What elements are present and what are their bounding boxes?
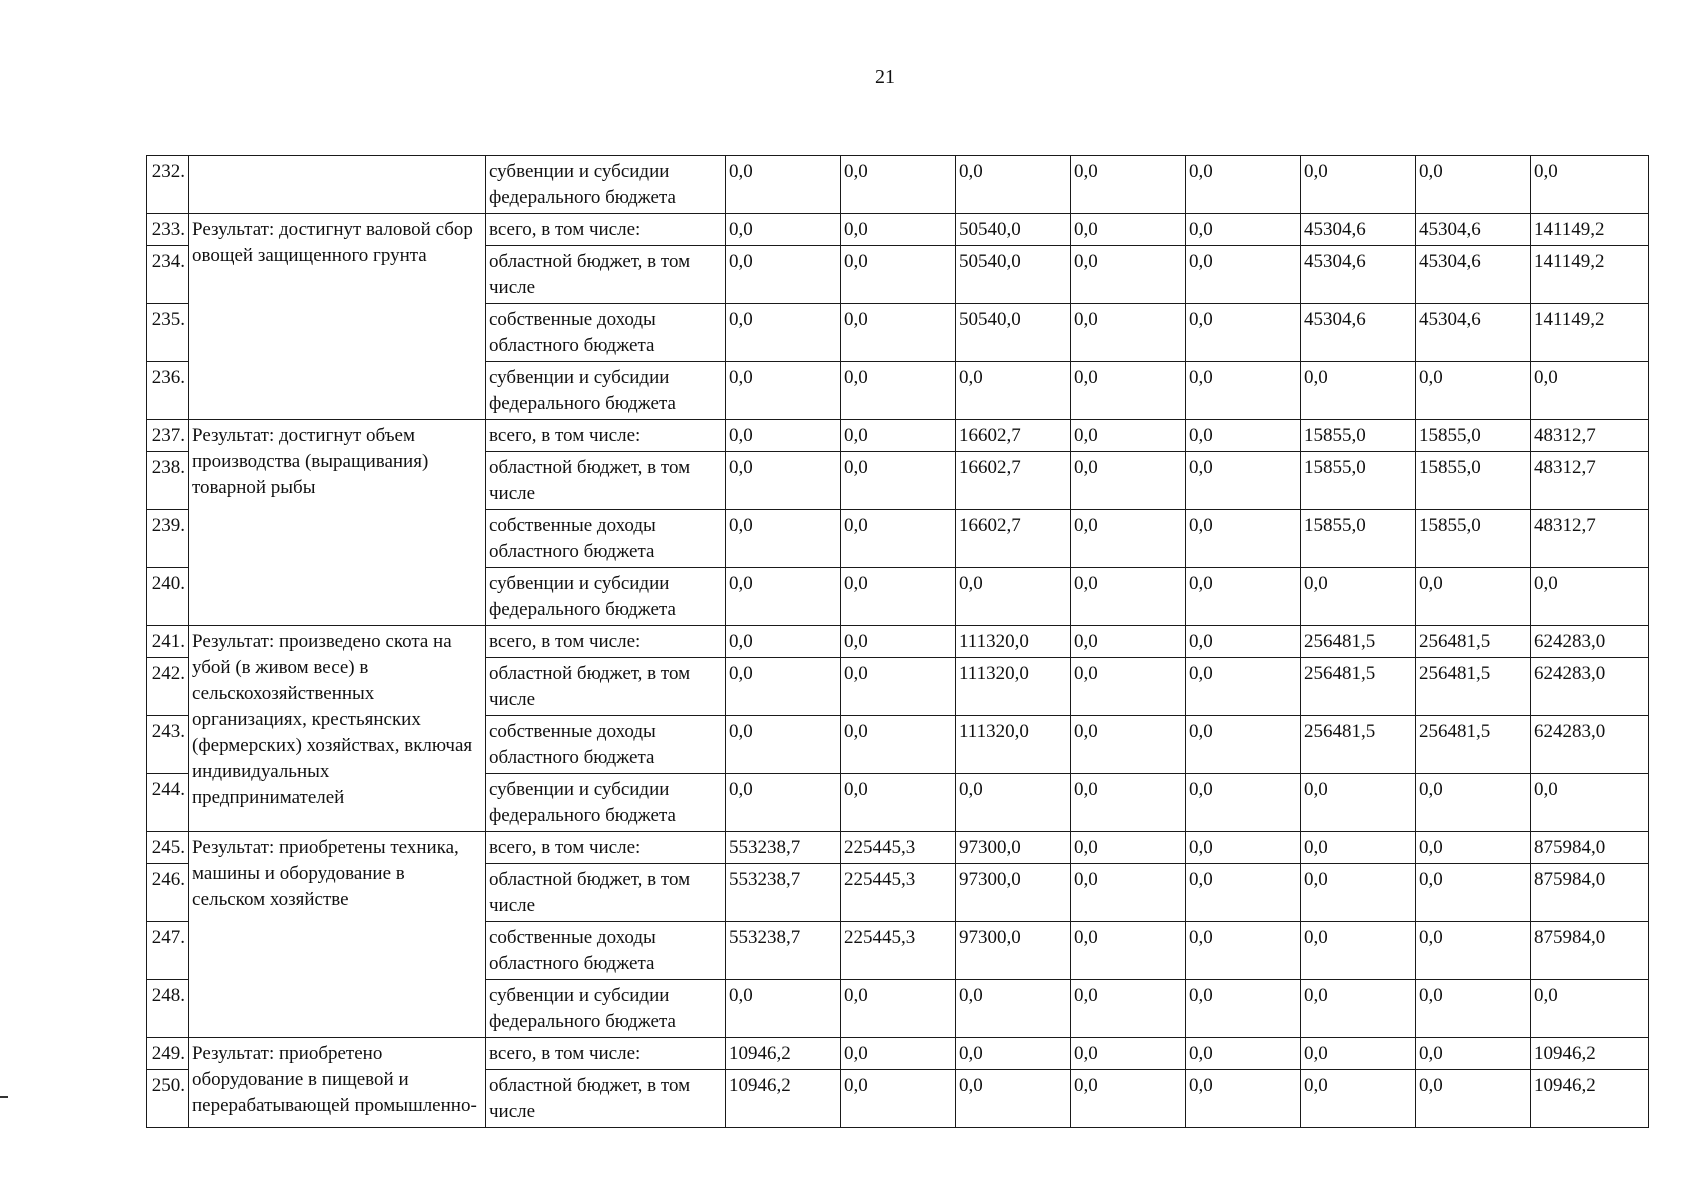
amount-cell: 0,0 xyxy=(1416,832,1531,864)
amount-cell: 97300,0 xyxy=(956,864,1071,922)
amount-cell: 225445,3 xyxy=(841,832,956,864)
amount-cell: 0,0 xyxy=(1531,980,1649,1038)
amount-cell: 0,0 xyxy=(841,980,956,1038)
amount-cell: 0,0 xyxy=(1186,246,1301,304)
amount-cell: 111320,0 xyxy=(956,626,1071,658)
row-number: 233. xyxy=(147,214,189,246)
amount-cell: 0,0 xyxy=(726,246,841,304)
margin-mark xyxy=(0,1096,8,1098)
amount-cell: 0,0 xyxy=(841,246,956,304)
amount-cell: 0,0 xyxy=(726,568,841,626)
amount-cell: 624283,0 xyxy=(1531,626,1649,658)
amount-cell: 0,0 xyxy=(1186,658,1301,716)
page-number: 21 xyxy=(875,66,895,88)
funding-source: областной бюджет, в том числе xyxy=(486,452,726,510)
amount-cell: 10946,2 xyxy=(1531,1038,1649,1070)
amount-cell: 0,0 xyxy=(1071,420,1186,452)
row-number: 232. xyxy=(147,156,189,214)
amount-cell: 141149,2 xyxy=(1531,246,1649,304)
amount-cell: 0,0 xyxy=(726,774,841,832)
amount-cell: 97300,0 xyxy=(956,832,1071,864)
amount-cell: 0,0 xyxy=(1186,716,1301,774)
table-row xyxy=(147,156,1649,214)
amount-cell: 111320,0 xyxy=(956,658,1071,716)
amount-cell: 0,0 xyxy=(1186,774,1301,832)
row-number: 235. xyxy=(147,304,189,362)
funding-source: собственные доходы областного бюджета xyxy=(486,716,726,774)
amount-cell: 0,0 xyxy=(1416,1070,1531,1128)
amount-cell: 0,0 xyxy=(1186,568,1301,626)
amount-cell: 256481,5 xyxy=(1416,658,1531,716)
funding-source: областной бюджет, в том числе xyxy=(486,864,726,922)
amount-cell: 0,0 xyxy=(1186,832,1301,864)
amount-cell: 15855,0 xyxy=(1416,420,1531,452)
amount-cell: 0,0 xyxy=(1071,156,1186,214)
amount-cell: 0,0 xyxy=(956,1038,1071,1070)
amount-cell: 256481,5 xyxy=(1301,626,1416,658)
amount-cell: 0,0 xyxy=(726,626,841,658)
amount-cell: 0,0 xyxy=(1301,864,1416,922)
result-description: Результат: достигнут валовой сбор овощей защищенного грунта xyxy=(189,214,486,420)
amount-cell: 0,0 xyxy=(841,1038,956,1070)
amount-cell: 15855,0 xyxy=(1301,452,1416,510)
amount-cell: 0,0 xyxy=(1301,1070,1416,1128)
amount-cell: 0,0 xyxy=(1071,922,1186,980)
amount-cell: 0,0 xyxy=(1416,774,1531,832)
amount-cell: 0,0 xyxy=(1301,774,1416,832)
amount-cell: 256481,5 xyxy=(1301,716,1416,774)
amount-cell: 0,0 xyxy=(956,980,1071,1038)
funding-source: собственные доходы областного бюджета xyxy=(486,510,726,568)
amount-cell: 0,0 xyxy=(841,214,956,246)
amount-cell: 0,0 xyxy=(1186,626,1301,658)
funding-source: собственные доходы областного бюджета xyxy=(486,304,726,362)
amount-cell: 0,0 xyxy=(1186,510,1301,568)
table-row xyxy=(147,214,1649,246)
amount-cell: 16602,7 xyxy=(956,420,1071,452)
funding-source: областной бюджет, в том числе xyxy=(486,658,726,716)
amount-cell: 0,0 xyxy=(841,626,956,658)
funding-source: всего, в том числе: xyxy=(486,420,726,452)
funding-source: всего, в том числе: xyxy=(486,214,726,246)
amount-cell: 0,0 xyxy=(1186,1038,1301,1070)
amount-cell: 0,0 xyxy=(1301,1038,1416,1070)
amount-cell: 0,0 xyxy=(956,362,1071,420)
amount-cell: 0,0 xyxy=(726,420,841,452)
amount-cell: 0,0 xyxy=(1071,214,1186,246)
amount-cell: 0,0 xyxy=(1071,362,1186,420)
amount-cell: 256481,5 xyxy=(1416,716,1531,774)
amount-cell: 0,0 xyxy=(956,774,1071,832)
amount-cell: 225445,3 xyxy=(841,922,956,980)
amount-cell: 0,0 xyxy=(956,1070,1071,1128)
amount-cell: 0,0 xyxy=(841,420,956,452)
budget-table xyxy=(146,155,1649,1128)
amount-cell: 0,0 xyxy=(956,156,1071,214)
amount-cell: 0,0 xyxy=(841,304,956,362)
amount-cell: 45304,6 xyxy=(1416,214,1531,246)
amount-cell: 16602,7 xyxy=(956,452,1071,510)
amount-cell: 0,0 xyxy=(841,452,956,510)
table-row xyxy=(147,626,1649,658)
amount-cell: 0,0 xyxy=(726,304,841,362)
amount-cell: 0,0 xyxy=(726,156,841,214)
amount-cell: 0,0 xyxy=(1531,774,1649,832)
amount-cell: 0,0 xyxy=(1071,304,1186,362)
amount-cell: 0,0 xyxy=(841,1070,956,1128)
amount-cell: 0,0 xyxy=(841,658,956,716)
amount-cell: 0,0 xyxy=(1071,658,1186,716)
amount-cell: 875984,0 xyxy=(1531,922,1649,980)
amount-cell: 0,0 xyxy=(1186,362,1301,420)
amount-cell: 0,0 xyxy=(1071,1070,1186,1128)
row-number: 238. xyxy=(147,452,189,510)
row-number: 236. xyxy=(147,362,189,420)
amount-cell: 10946,2 xyxy=(726,1070,841,1128)
amount-cell: 553238,7 xyxy=(726,922,841,980)
funding-source: собственные доходы областного бюджета xyxy=(486,922,726,980)
funding-source: субвенции и субсидии федерального бюджета xyxy=(486,362,726,420)
amount-cell: 0,0 xyxy=(841,362,956,420)
amount-cell: 0,0 xyxy=(1416,980,1531,1038)
amount-cell: 0,0 xyxy=(1301,980,1416,1038)
amount-cell: 0,0 xyxy=(1186,452,1301,510)
row-number: 250. xyxy=(147,1070,189,1128)
amount-cell: 0,0 xyxy=(1416,568,1531,626)
amount-cell: 0,0 xyxy=(1071,626,1186,658)
amount-cell: 0,0 xyxy=(726,510,841,568)
row-number: 234. xyxy=(147,246,189,304)
amount-cell: 553238,7 xyxy=(726,832,841,864)
amount-cell: 48312,7 xyxy=(1531,510,1649,568)
amount-cell: 225445,3 xyxy=(841,864,956,922)
funding-source: субвенции и субсидии федерального бюджета xyxy=(486,980,726,1038)
amount-cell: 0,0 xyxy=(1186,420,1301,452)
row-number: 244. xyxy=(147,774,189,832)
amount-cell: 0,0 xyxy=(1301,362,1416,420)
amount-cell: 0,0 xyxy=(841,716,956,774)
amount-cell: 141149,2 xyxy=(1531,214,1649,246)
amount-cell: 16602,7 xyxy=(956,510,1071,568)
amount-cell: 0,0 xyxy=(1071,510,1186,568)
row-number: 247. xyxy=(147,922,189,980)
amount-cell: 0,0 xyxy=(1186,304,1301,362)
amount-cell: 0,0 xyxy=(1531,362,1649,420)
amount-cell: 0,0 xyxy=(1531,156,1649,214)
result-description xyxy=(189,156,486,214)
amount-cell: 0,0 xyxy=(1071,864,1186,922)
amount-cell: 0,0 xyxy=(726,362,841,420)
amount-cell: 0,0 xyxy=(1301,568,1416,626)
funding-source: субвенции и субсидии федерального бюджета xyxy=(486,774,726,832)
amount-cell: 45304,6 xyxy=(1301,246,1416,304)
amount-cell: 0,0 xyxy=(1071,716,1186,774)
amount-cell: 0,0 xyxy=(1071,452,1186,510)
amount-cell: 50540,0 xyxy=(956,246,1071,304)
amount-cell: 15855,0 xyxy=(1301,510,1416,568)
funding-source: субвенции и субсидии федерального бюджета xyxy=(486,156,726,214)
amount-cell: 0,0 xyxy=(1186,1070,1301,1128)
result-description: Результат: достигнут объем производства (выращивания) товарной рыбы xyxy=(189,420,486,626)
funding-source: областной бюджет, в том числе xyxy=(486,246,726,304)
amount-cell: 48312,7 xyxy=(1531,420,1649,452)
result-description: Результат: приобретено оборудование в пищевой и перерабатывающей промышленно- xyxy=(189,1038,486,1128)
row-number: 248. xyxy=(147,980,189,1038)
amount-cell: 0,0 xyxy=(1071,568,1186,626)
amount-cell: 0,0 xyxy=(1186,214,1301,246)
amount-cell: 0,0 xyxy=(841,774,956,832)
amount-cell: 0,0 xyxy=(726,658,841,716)
row-number: 242. xyxy=(147,658,189,716)
amount-cell: 0,0 xyxy=(1301,922,1416,980)
amount-cell: 0,0 xyxy=(1186,922,1301,980)
amount-cell: 256481,5 xyxy=(1416,626,1531,658)
amount-cell: 0,0 xyxy=(1071,246,1186,304)
row-number: 249. xyxy=(147,1038,189,1070)
amount-cell: 624283,0 xyxy=(1531,658,1649,716)
amount-cell: 0,0 xyxy=(1416,156,1531,214)
amount-cell: 15855,0 xyxy=(1416,510,1531,568)
amount-cell: 111320,0 xyxy=(956,716,1071,774)
amount-cell: 0,0 xyxy=(726,452,841,510)
amount-cell: 0,0 xyxy=(841,510,956,568)
result-description: Результат: произведено скота на убой (в живом весе) в сельскохозяйственных организациях, крестьянских (фермерских) хозяйствах, включая индивидуальных предпринимателей xyxy=(189,626,486,832)
amount-cell: 0,0 xyxy=(956,568,1071,626)
table-row xyxy=(147,832,1649,864)
amount-cell: 50540,0 xyxy=(956,304,1071,362)
amount-cell: 45304,6 xyxy=(1301,214,1416,246)
amount-cell: 0,0 xyxy=(841,568,956,626)
amount-cell: 0,0 xyxy=(1531,568,1649,626)
result-description: Результат: приобретены техника, машины и оборудование в сельском хозяйстве xyxy=(189,832,486,1038)
table-row xyxy=(147,1038,1649,1070)
amount-cell: 0,0 xyxy=(726,980,841,1038)
funding-source: всего, в том числе: xyxy=(486,1038,726,1070)
amount-cell: 0,0 xyxy=(841,156,956,214)
amount-cell: 0,0 xyxy=(1416,864,1531,922)
amount-cell: 15855,0 xyxy=(1416,452,1531,510)
amount-cell: 875984,0 xyxy=(1531,864,1649,922)
amount-cell: 10946,2 xyxy=(1531,1070,1649,1128)
amount-cell: 45304,6 xyxy=(1416,304,1531,362)
amount-cell: 0,0 xyxy=(1071,980,1186,1038)
amount-cell: 48312,7 xyxy=(1531,452,1649,510)
amount-cell: 0,0 xyxy=(1071,774,1186,832)
amount-cell: 50540,0 xyxy=(956,214,1071,246)
amount-cell: 0,0 xyxy=(1416,1038,1531,1070)
row-number: 241. xyxy=(147,626,189,658)
amount-cell: 0,0 xyxy=(1071,832,1186,864)
amount-cell: 0,0 xyxy=(1416,922,1531,980)
row-number: 243. xyxy=(147,716,189,774)
amount-cell: 0,0 xyxy=(1186,980,1301,1038)
amount-cell: 0,0 xyxy=(1416,362,1531,420)
amount-cell: 45304,6 xyxy=(1301,304,1416,362)
funding-source: областной бюджет, в том числе xyxy=(486,1070,726,1128)
amount-cell: 97300,0 xyxy=(956,922,1071,980)
table-row xyxy=(147,420,1649,452)
amount-cell: 0,0 xyxy=(726,214,841,246)
amount-cell: 0,0 xyxy=(1071,1038,1186,1070)
funding-source: всего, в том числе: xyxy=(486,626,726,658)
row-number: 237. xyxy=(147,420,189,452)
amount-cell: 45304,6 xyxy=(1416,246,1531,304)
amount-cell: 553238,7 xyxy=(726,864,841,922)
amount-cell: 141149,2 xyxy=(1531,304,1649,362)
amount-cell: 0,0 xyxy=(726,716,841,774)
budget-table-body xyxy=(147,156,1649,1128)
row-number: 246. xyxy=(147,864,189,922)
funding-source: субвенции и субсидии федерального бюджета xyxy=(486,568,726,626)
row-number: 245. xyxy=(147,832,189,864)
amount-cell: 875984,0 xyxy=(1531,832,1649,864)
row-number: 239. xyxy=(147,510,189,568)
amount-cell: 0,0 xyxy=(1186,156,1301,214)
amount-cell: 15855,0 xyxy=(1301,420,1416,452)
amount-cell: 0,0 xyxy=(1301,832,1416,864)
amount-cell: 10946,2 xyxy=(726,1038,841,1070)
funding-source: всего, в том числе: xyxy=(486,832,726,864)
amount-cell: 624283,0 xyxy=(1531,716,1649,774)
amount-cell: 256481,5 xyxy=(1301,658,1416,716)
amount-cell: 0,0 xyxy=(1186,864,1301,922)
row-number: 240. xyxy=(147,568,189,626)
amount-cell: 0,0 xyxy=(1301,156,1416,214)
